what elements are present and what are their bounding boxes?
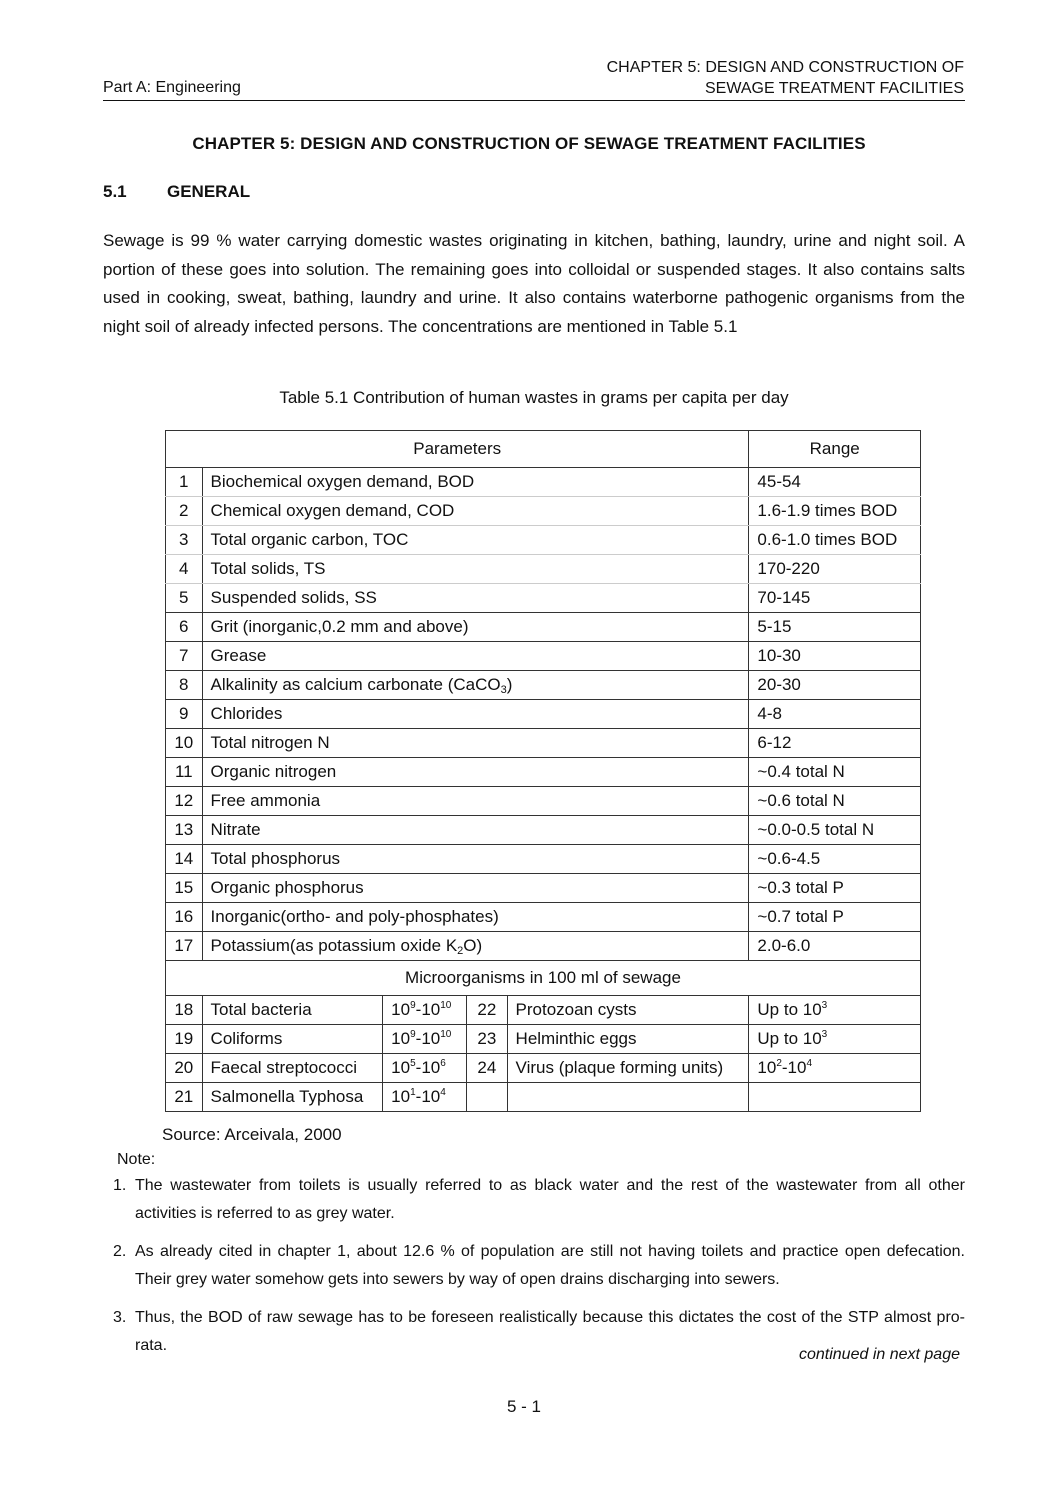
range-cell: 2.0-6.0 bbox=[749, 932, 921, 961]
param-text: Organic nitrogen bbox=[210, 762, 337, 781]
organism-count bbox=[383, 996, 467, 1025]
param-text: Inorganic(ortho- and poly-phosphates) bbox=[210, 907, 499, 926]
parameter-cell bbox=[202, 787, 749, 816]
row-number: 16 bbox=[166, 903, 203, 932]
row-number: 12 bbox=[166, 787, 203, 816]
row-number: 14 bbox=[166, 845, 203, 874]
row-number: 19 bbox=[166, 1025, 203, 1054]
row-number: 1 bbox=[166, 468, 203, 497]
row-number: 21 bbox=[166, 1083, 203, 1112]
micro-heading: Microorganisms in 100 ml of sewage bbox=[166, 961, 921, 996]
value-text: Up to 10 bbox=[757, 1000, 822, 1019]
range-cell: ~0.0-0.5 total N bbox=[749, 816, 921, 845]
organism-name: Coliforms bbox=[202, 1025, 383, 1054]
note-text: As already cited in chapter 1, about 12.6 % of population are still not having toilets and practice open defecation. Their grey water somehow gets into sewers by way of open drains discharging into sewers. bbox=[135, 1243, 965, 1288]
table-row bbox=[166, 584, 921, 613]
row-number: 6 bbox=[166, 613, 203, 642]
parameter-cell bbox=[202, 584, 749, 613]
table-row bbox=[166, 845, 921, 874]
value-base: -10 bbox=[415, 1058, 441, 1077]
micro-heading-row bbox=[166, 961, 921, 996]
organism-count bbox=[383, 1025, 467, 1054]
value-exponent: 10 bbox=[440, 1029, 452, 1040]
note-number: 3. bbox=[113, 1309, 127, 1326]
value-base: 10 bbox=[391, 1000, 411, 1019]
range-cell: ~0.6-4.5 bbox=[749, 845, 921, 874]
parameter-cell bbox=[202, 468, 749, 497]
param-subscript: 2 bbox=[457, 945, 464, 957]
value-exponent: 9 bbox=[410, 1000, 416, 1011]
value-exponent: 5 bbox=[410, 1058, 416, 1069]
parameter-cell bbox=[202, 729, 749, 758]
param-text: Total nitrogen N bbox=[210, 733, 330, 752]
range-cell: ~0.7 total P bbox=[749, 903, 921, 932]
organism-count bbox=[749, 1054, 921, 1083]
param-text: Potassium(as potassium oxide K bbox=[210, 936, 458, 955]
range-cell: 10-30 bbox=[749, 642, 921, 671]
table-row bbox=[166, 816, 921, 845]
table-row bbox=[166, 903, 921, 932]
organism-count bbox=[383, 1083, 467, 1112]
value-base: -10 bbox=[415, 1000, 441, 1019]
range-cell: 1.6-1.9 times BOD bbox=[749, 497, 921, 526]
param-text: Chlorides bbox=[210, 704, 283, 723]
parameter-cell bbox=[202, 671, 749, 700]
running-header-right-line1: CHAPTER 5: DESIGN AND CONSTRUCTION OF bbox=[606, 59, 964, 76]
range-cell: ~0.3 total P bbox=[749, 874, 921, 903]
table-row bbox=[166, 526, 921, 555]
row-number: 20 bbox=[166, 1054, 203, 1083]
value-base: -10 bbox=[415, 1029, 441, 1048]
chapter-title: CHAPTER 5: DESIGN AND CONSTRUCTION OF SEWAGE TREATMENT FACILITIES bbox=[192, 134, 866, 153]
param-text: Suspended solids, SS bbox=[210, 588, 377, 607]
param-text: Total solids, TS bbox=[210, 559, 326, 578]
table-source: Source: Arceivala, 2000 bbox=[162, 1125, 342, 1144]
value-exponent: 1 bbox=[410, 1087, 416, 1098]
range-cell: 45-54 bbox=[749, 468, 921, 497]
note-number: 2. bbox=[113, 1243, 127, 1260]
parameter-cell bbox=[202, 932, 749, 961]
table-row bbox=[166, 758, 921, 787]
note-item bbox=[113, 1172, 965, 1228]
organism-count bbox=[749, 996, 921, 1025]
row-number: 9 bbox=[166, 700, 203, 729]
row-number: 8 bbox=[166, 671, 203, 700]
note-item bbox=[113, 1238, 965, 1294]
note-text: Thus, the BOD of raw sewage has to be foreseen realistically because this dictates the cost of the STP almost pro-rata. bbox=[135, 1309, 965, 1354]
value-base: 10 bbox=[391, 1058, 411, 1077]
row-number: 15 bbox=[166, 874, 203, 903]
row-number: 10 bbox=[166, 729, 203, 758]
table-row bbox=[166, 932, 921, 961]
running-header-right-line2: SEWAGE TREATMENT FACILITIES bbox=[704, 80, 964, 97]
value-exponent: 4 bbox=[806, 1058, 813, 1069]
organism-count bbox=[749, 1025, 921, 1054]
note-text: The wastewater from toilets is usually referred to as black water and the rest of the wastewater from all other activities is referred to as grey water. bbox=[135, 1177, 965, 1222]
intro-paragraph: Sewage is 99 % water carrying domestic wastes originating in kitchen, bathing, laundry, urine and night soil. A portion of these goes into solution. The remaining goes into colloidal or suspended stages. It also contains salts used in cooking, sweat, bathing, laundry and urine. It also contains waterborne pathogenic organisms from the night soil of already infected persons. The concentrations are mentioned in Table 5.1 bbox=[103, 231, 965, 336]
param-text: Total phosphorus bbox=[210, 849, 341, 868]
running-header-right bbox=[607, 57, 964, 99]
organism-count bbox=[749, 1083, 921, 1112]
organism-count bbox=[383, 1054, 467, 1083]
table-row bbox=[166, 787, 921, 816]
row-number: 7 bbox=[166, 642, 203, 671]
value-base: -10 bbox=[415, 1087, 441, 1106]
organism-name: Total bacteria bbox=[202, 996, 383, 1025]
parameter-cell bbox=[202, 555, 749, 584]
parameter-cell bbox=[202, 816, 749, 845]
row-number: 22 bbox=[467, 996, 507, 1025]
value-text: Up to 10 bbox=[757, 1029, 822, 1048]
parameter-cell bbox=[202, 700, 749, 729]
row-number: 3 bbox=[166, 526, 203, 555]
organism-name bbox=[507, 1083, 749, 1112]
row-number: 18 bbox=[166, 996, 203, 1025]
contribution-table bbox=[165, 430, 921, 1112]
organism-name: Protozoan cysts bbox=[507, 996, 749, 1025]
param-text-end: O) bbox=[463, 936, 483, 955]
header-parameters: Parameters bbox=[166, 431, 749, 468]
micro-row bbox=[166, 996, 921, 1025]
parameter-cell bbox=[202, 874, 749, 903]
continued-label: continued in next page bbox=[798, 1346, 960, 1363]
section-heading bbox=[103, 182, 250, 202]
value-exponent: 9 bbox=[410, 1029, 416, 1040]
row-number: 17 bbox=[166, 932, 203, 961]
organism-name: Virus (plaque forming units) bbox=[507, 1054, 749, 1083]
table-row bbox=[166, 497, 921, 526]
table-row bbox=[166, 468, 921, 497]
parameter-cell bbox=[202, 613, 749, 642]
row-number bbox=[467, 1083, 507, 1112]
note-number: 1. bbox=[113, 1177, 127, 1194]
note-label: Note: bbox=[117, 1151, 156, 1168]
table-caption: Table 5.1 Contribution of human wastes in grams per capita per day bbox=[279, 388, 789, 407]
range-cell: 4-8 bbox=[749, 700, 921, 729]
param-text: Chemical oxygen demand, COD bbox=[210, 501, 455, 520]
range-cell: 70-145 bbox=[749, 584, 921, 613]
table-row bbox=[166, 874, 921, 903]
value-exponent: 3 bbox=[821, 1029, 828, 1040]
parameter-cell bbox=[202, 526, 749, 555]
running-header-left: Part A: Engineering bbox=[103, 79, 241, 96]
param-text: Grease bbox=[210, 646, 267, 665]
param-text: Organic phosphorus bbox=[210, 878, 364, 897]
table-row bbox=[166, 729, 921, 758]
organism-name: Faecal streptococci bbox=[202, 1054, 383, 1083]
row-number: 24 bbox=[467, 1054, 507, 1083]
range-cell: 6-12 bbox=[749, 729, 921, 758]
param-text-end: ) bbox=[506, 675, 513, 694]
param-subscript: 3 bbox=[500, 684, 507, 696]
row-number: 23 bbox=[467, 1025, 507, 1054]
range-cell: ~0.6 total N bbox=[749, 787, 921, 816]
parameter-cell bbox=[202, 845, 749, 874]
range-cell: 0.6-1.0 times BOD bbox=[749, 526, 921, 555]
param-text: Alkalinity as calcium carbonate (CaCO bbox=[210, 675, 501, 694]
value-exponent: 4 bbox=[440, 1087, 446, 1098]
notes-list bbox=[113, 1172, 965, 1370]
page-number: 5 - 1 bbox=[506, 1397, 542, 1416]
value-base: 10 bbox=[391, 1087, 411, 1106]
row-number: 4 bbox=[166, 555, 203, 584]
row-number: 5 bbox=[166, 584, 203, 613]
section-number: 5.1 bbox=[103, 182, 127, 201]
value-exponent: 2 bbox=[776, 1058, 782, 1069]
header-range: Range bbox=[749, 431, 921, 468]
value-base: 10 bbox=[757, 1058, 777, 1077]
range-cell: 170-220 bbox=[749, 555, 921, 584]
section-title: GENERAL bbox=[167, 182, 251, 201]
micro-row bbox=[166, 1054, 921, 1083]
param-text: Biochemical oxygen demand, BOD bbox=[210, 472, 475, 491]
param-text: Free ammonia bbox=[210, 791, 321, 810]
param-text: Grit (inorganic,0.2 mm and above) bbox=[210, 617, 469, 636]
row-number: 13 bbox=[166, 816, 203, 845]
table-row bbox=[166, 671, 921, 700]
table-header-row bbox=[166, 431, 921, 468]
micro-row bbox=[166, 1025, 921, 1054]
row-number: 11 bbox=[166, 758, 203, 787]
micro-row bbox=[166, 1083, 921, 1112]
value-exponent: 10 bbox=[440, 1000, 452, 1011]
param-text: Total organic carbon, TOC bbox=[210, 530, 409, 549]
value-exponent: 6 bbox=[440, 1058, 446, 1069]
value-base: -10 bbox=[781, 1058, 807, 1077]
parameter-cell bbox=[202, 497, 749, 526]
parameter-cell bbox=[202, 903, 749, 932]
param-text: Nitrate bbox=[210, 820, 261, 839]
organism-name: Helminthic eggs bbox=[507, 1025, 749, 1054]
table-row bbox=[166, 642, 921, 671]
table-row bbox=[166, 700, 921, 729]
range-cell: 20-30 bbox=[749, 671, 921, 700]
table-row bbox=[166, 613, 921, 642]
range-cell: 5-15 bbox=[749, 613, 921, 642]
header-rule bbox=[103, 100, 965, 101]
parameter-cell bbox=[202, 642, 749, 671]
value-exponent: 3 bbox=[821, 1000, 828, 1011]
row-number: 2 bbox=[166, 497, 203, 526]
parameter-cell bbox=[202, 758, 749, 787]
table-row bbox=[166, 555, 921, 584]
value-base: 10 bbox=[391, 1029, 411, 1048]
range-cell: ~0.4 total N bbox=[749, 758, 921, 787]
organism-name: Salmonella Typhosa bbox=[202, 1083, 383, 1112]
